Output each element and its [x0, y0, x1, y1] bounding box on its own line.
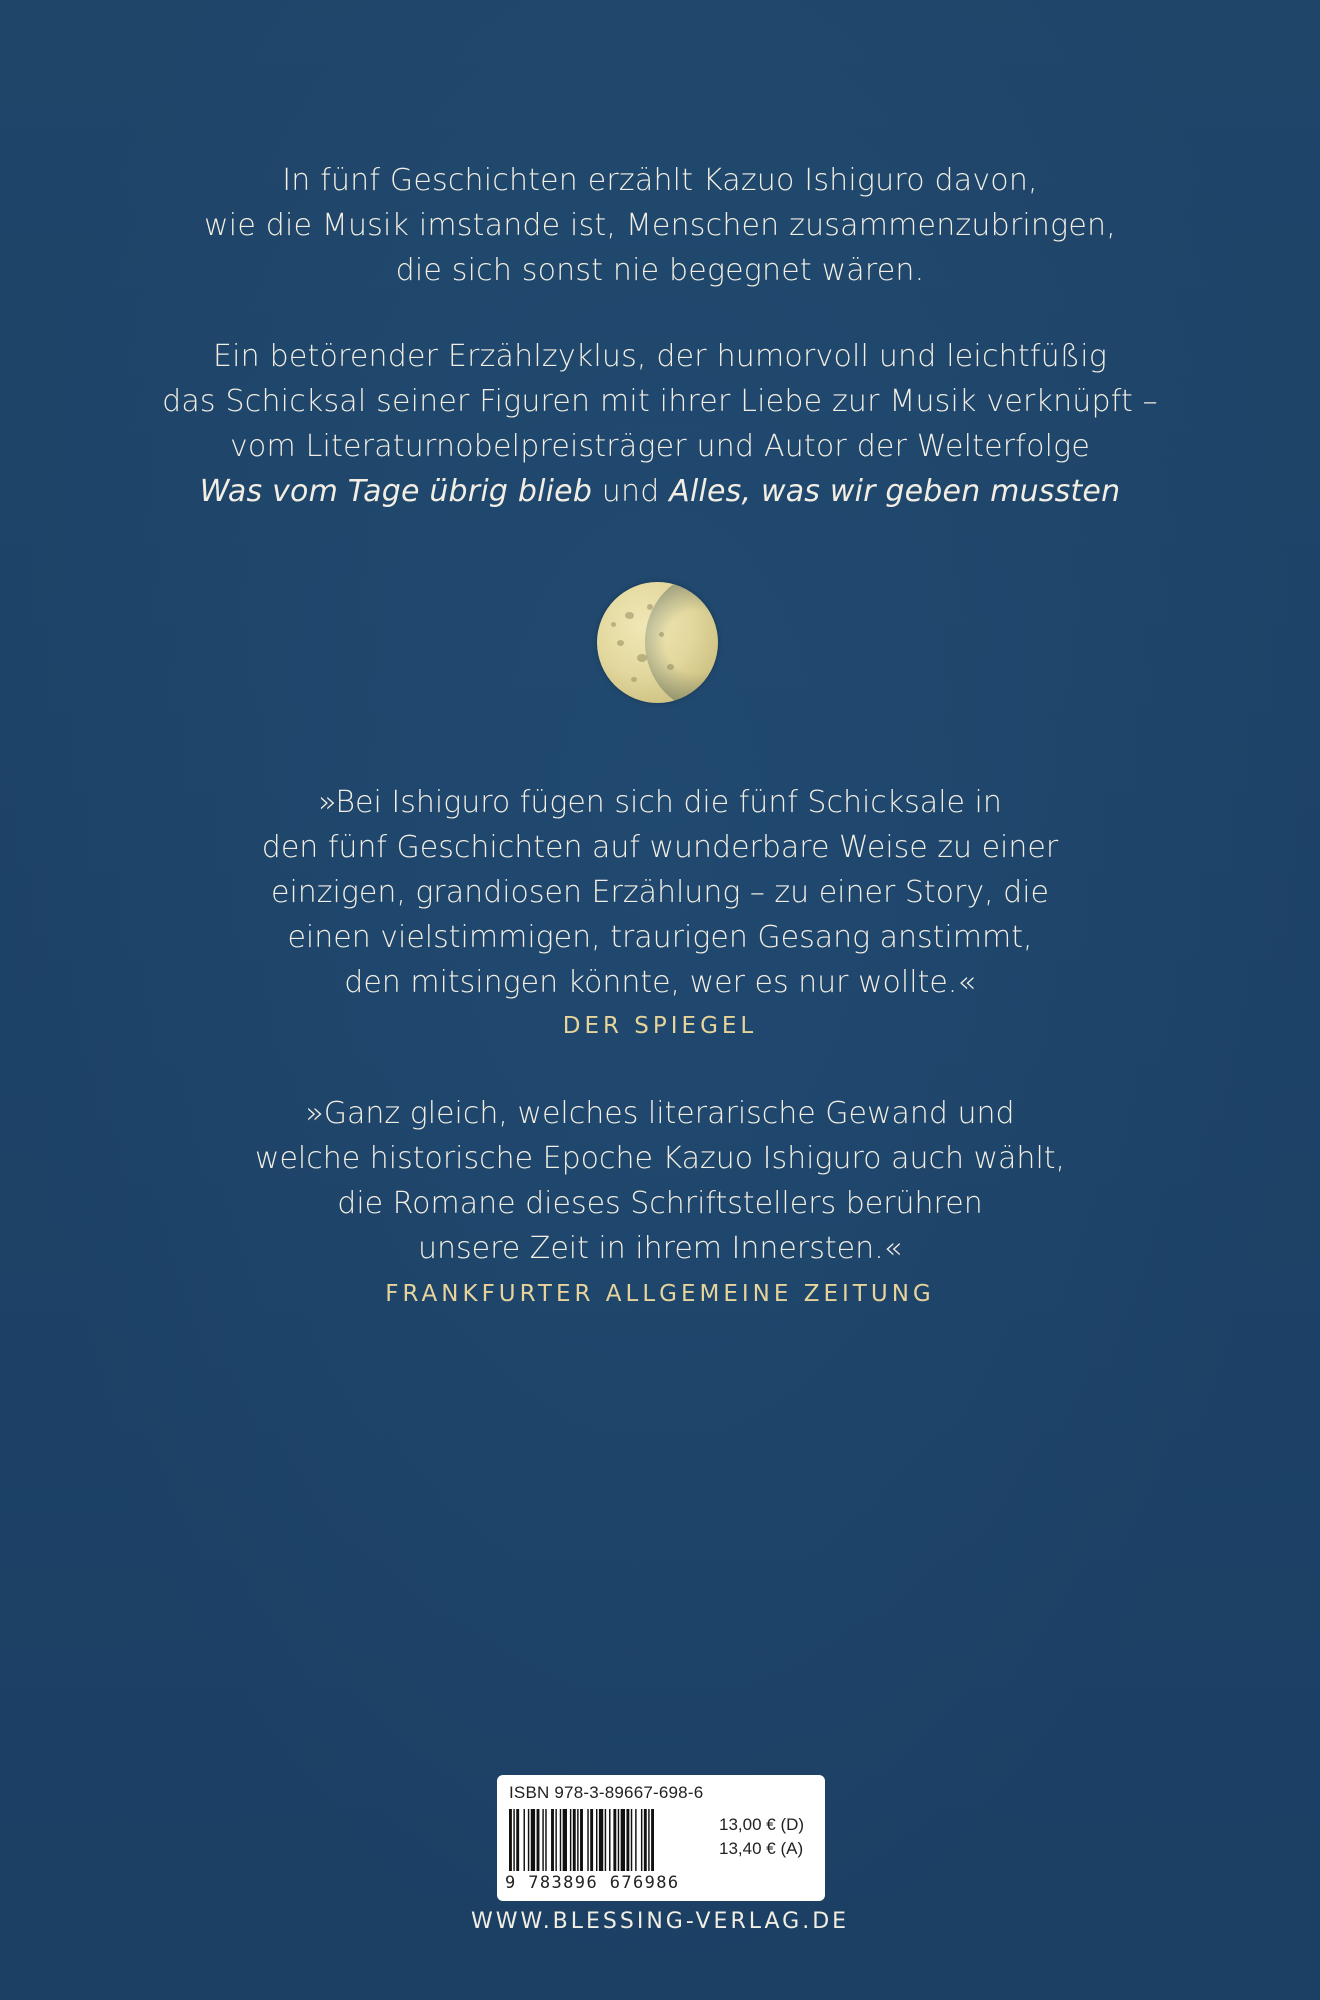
review-quote-1: [0, 780, 1320, 1005]
title-connector: und: [592, 474, 670, 509]
ean-number: 9 783896 676986: [505, 1873, 680, 1893]
barcode-label: [497, 1775, 825, 1901]
quote-line: einen vielstimmigen, traurigen Gesang anstimmt,: [287, 920, 1033, 955]
blurb-titles-line: [0, 469, 1320, 514]
isbn-text: ISBN 978-3-89667-698-6: [509, 1783, 704, 1802]
price-austria: 13,40 € (A): [719, 1839, 804, 1858]
blurb-line: das Schicksal seiner Figuren mit ihrer Liebe zur Musik verknüpft –: [162, 384, 1158, 419]
publisher-website: WWW.BLESSING-VERLAG.DE: [470, 1909, 850, 1934]
quote-line: unsere Zeit in ihrem Innersten.«: [418, 1231, 902, 1266]
quote-line: »Bei Ishiguro fügen sich die fünf Schicksale in: [318, 785, 1002, 820]
blurb-line: die sich sonst nie begegnet wären.: [395, 253, 925, 288]
blurb-paragraph-2: [0, 334, 1320, 514]
review-quote-2: [0, 1091, 1320, 1271]
blurb-paragraph-1: [0, 158, 1320, 293]
quote-line: die Romane dieses Schriftstellers berühren: [337, 1186, 983, 1221]
blurb-line: wie die Musik imstande ist, Menschen zusammenzubringen,: [204, 208, 1116, 243]
quote-source-der-spiegel: DER SPIEGEL: [562, 1013, 758, 1039]
book-title-2: Alles, was wir geben mussten: [669, 474, 1121, 509]
barcode-icon: [509, 1809, 709, 1871]
blurb-line: Ein betörender Erzählzyklus, der humorvoll und leichtfüßig: [212, 339, 1108, 374]
book-title-1: Was vom Tage übrig blieb: [199, 474, 593, 509]
quote-line: den mitsingen könnte, wer es nur wollte.«: [344, 965, 976, 1000]
blurb-line: vom Literaturnobelpreisträger und Autor der Welterfolge: [229, 429, 1091, 464]
moon-illustration: [597, 582, 718, 703]
blurb-line: In fünf Geschichten erzählt Kazuo Ishiguro davon,: [282, 163, 1038, 198]
quote-line: einzigen, grandiosen Erzählung – zu einer Story, die: [271, 875, 1049, 910]
price-germany: 13,00 € (D): [719, 1815, 805, 1834]
quote-line: »Ganz gleich, welches literarische Gewand und: [305, 1096, 1015, 1131]
quote-line: den fünf Geschichten auf wunderbare Weise zu einer: [261, 830, 1059, 865]
quote-line: welche historische Epoche Kazuo Ishiguro auch wählt,: [254, 1141, 1066, 1176]
quote-source-faz: FRANKFURTER ALLGEMEINE ZEITUNG: [385, 1281, 935, 1307]
